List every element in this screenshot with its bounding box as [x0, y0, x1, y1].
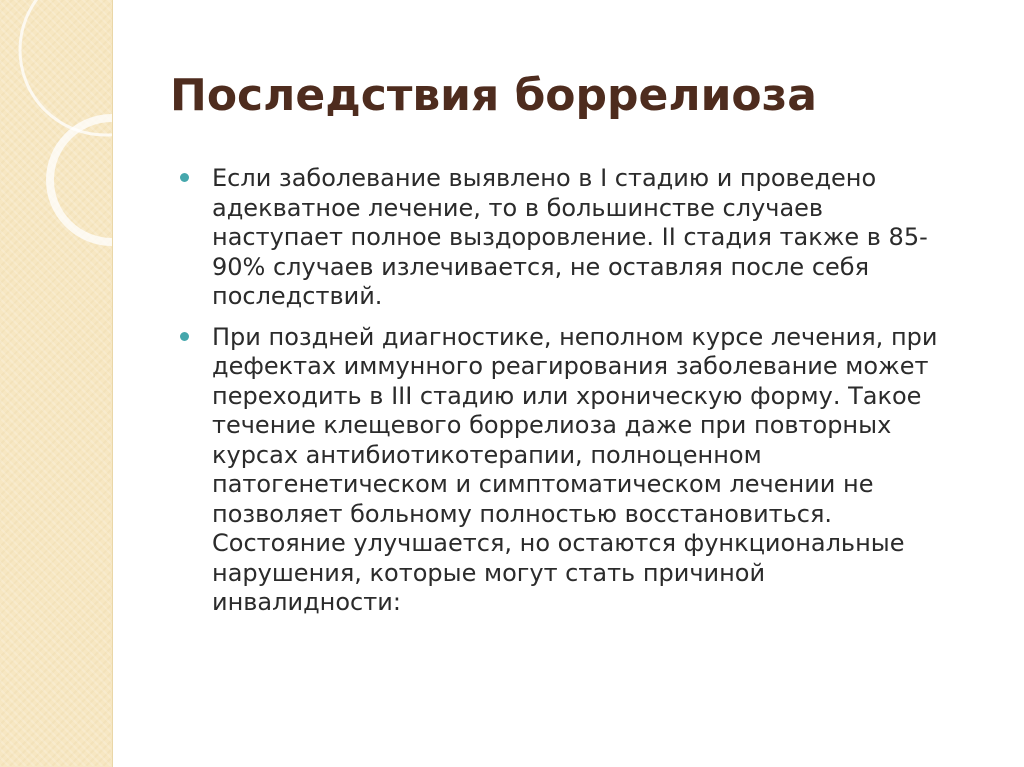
bullet-list	[180, 164, 990, 629]
text-line: Состояние улучшается, но остаются функциональные	[212, 529, 905, 557]
bullet-dot-icon	[180, 332, 189, 341]
text-line: последствий.	[212, 282, 383, 310]
text-line: При поздней диагностике, неполном курсе лечения, при	[212, 322, 938, 351]
text-line: адекватное лечение, то в большинстве случаев	[212, 193, 824, 222]
text-line: течение клещевого боррелиоза даже при повторных	[212, 411, 892, 439]
text-line: курсах антибиотикотерапии, полноценном	[212, 440, 762, 469]
text-line: позволяет больному полностью восстановиться.	[212, 499, 833, 528]
bullet-item	[180, 323, 990, 618]
text-line: дефектах иммунного реагирования заболевание может	[212, 352, 929, 380]
bullet-item	[180, 164, 990, 312]
decorative-side-band	[0, 0, 113, 767]
slide-title: Последствия боррелиоза	[170, 70, 817, 121]
text-line: Если заболевание выявлено в I стадию и проведено	[212, 164, 877, 192]
bullet-dot-icon	[180, 173, 189, 182]
decorative-rings-icon	[0, 0, 112, 767]
bullet-text	[212, 164, 990, 312]
text-line: наступает полное выздоровление. II стадия также в 85-	[212, 223, 928, 251]
text-line: 90% случаев излечивается, не оставляя после себя	[212, 252, 870, 281]
text-line: инвалидности:	[212, 588, 401, 616]
text-line: переходить в III стадию или хроническую форму. Такое	[212, 381, 922, 410]
text-line: нарушения, которые могут стать причиной	[212, 558, 766, 587]
bullet-text	[212, 323, 990, 618]
text-line: патогенетическом и симптоматическом лечении не	[212, 470, 874, 498]
